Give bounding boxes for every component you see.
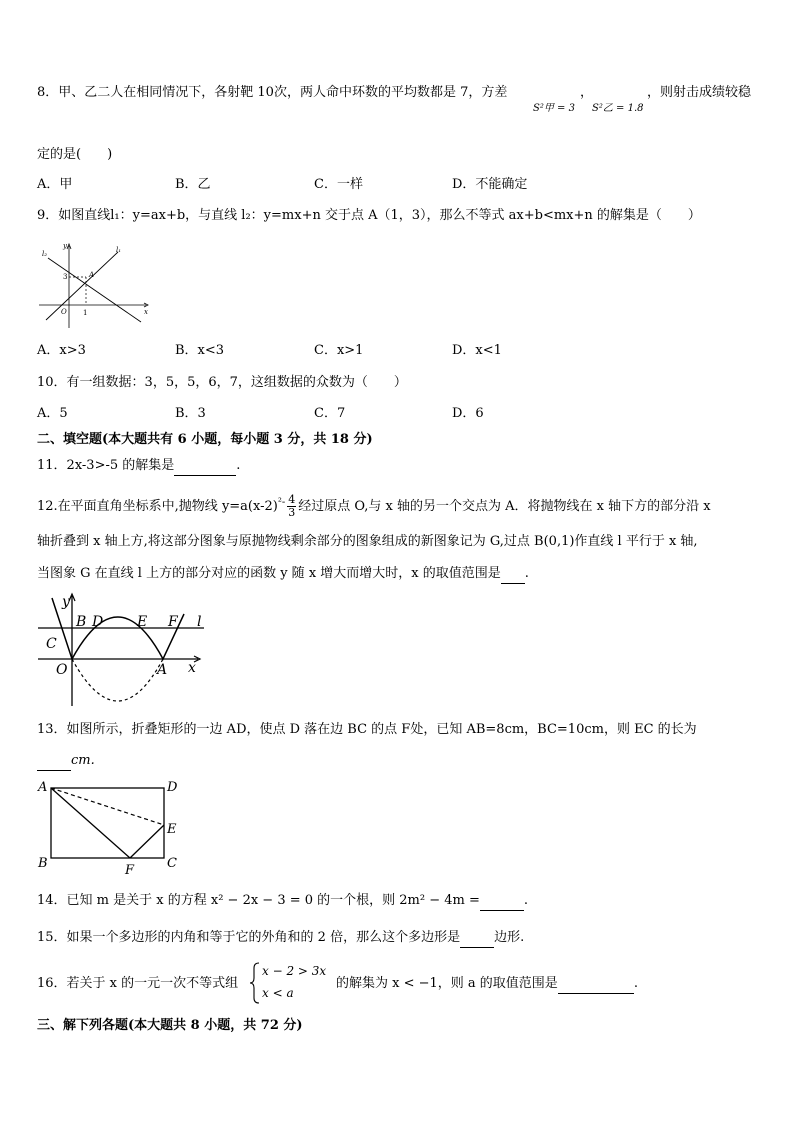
q13-label-e: E [167, 822, 177, 837]
q12-label-o: O [56, 662, 68, 678]
q12-label-f: F [168, 614, 178, 630]
q16-inequality-2: x < a [262, 986, 294, 1000]
q12-label-l: l [197, 614, 202, 630]
q13-segment-fe [130, 825, 164, 858]
q12-text-b: ²- [277, 497, 286, 508]
q13-segment-ae [51, 788, 164, 825]
q15-line [37, 929, 524, 948]
q9-label-3: 3 [63, 273, 68, 281]
q9-option-b: B．x<3 [175, 343, 225, 358]
q13-label-a: A [38, 780, 48, 795]
q15-text: 15．如果一个多边形的内角和等于它的外角和的 2 倍，那么这个多边形是 [37, 930, 461, 945]
q8-line1: 8．甲、乙二人在相同情况下，各射靶 10次，两人命中环数的平均数都是 7，方差 [37, 85, 508, 100]
q9-figure [36, 240, 151, 330]
q12-figure [36, 590, 211, 708]
q10-option-b: B．3 [175, 406, 206, 421]
q15-end: 边形. [494, 930, 525, 945]
q16-post-line [336, 975, 638, 994]
q9-label-o: O [61, 308, 67, 316]
q12-answer-blank[interactable] [501, 565, 525, 584]
q8-line1-tail: ，则射击成绩较稳 [647, 85, 752, 100]
q16-answer-blank[interactable] [558, 975, 634, 994]
q12-fraction [287, 494, 296, 519]
q12-original-parabola-lower [72, 659, 163, 701]
q11-answer-blank[interactable] [174, 457, 236, 476]
q12-text-c: 经过原点 O,与 x 轴的另一个交点为 A．将抛物线在 x 轴下方的部分沿 x [298, 499, 711, 514]
q11-end: . [236, 458, 241, 473]
q12-frac-num: 4 [288, 493, 296, 506]
q9-label-l2: l₂ [42, 250, 48, 258]
q12-label-a: A [157, 662, 168, 678]
q8-option-d: D．不能确定 [452, 177, 528, 192]
q9-option-a: A．x>3 [37, 343, 86, 358]
q8-option-c: C．一样 [314, 177, 363, 192]
q8-variance-jia: S²甲 = 3 [533, 103, 575, 114]
q11-line [37, 457, 240, 476]
q10-option-d: D．6 [452, 406, 484, 421]
q13-label-f: F [125, 863, 135, 878]
q13-figure [36, 778, 186, 878]
q10-option-c: C．7 [314, 406, 346, 421]
section-3-heading: 三、解下列各题(本大题共 8 小题，共 72 分) [37, 1018, 303, 1033]
q9-label-y: y [63, 242, 67, 250]
q12-line3 [37, 565, 529, 584]
q8-line2: 定的是( ) [37, 147, 113, 162]
q13-answer-blank[interactable] [37, 752, 71, 771]
q16-post: 的解集为 x < −1，则 a 的取值范围是 [336, 976, 558, 991]
q12-frac-den: 3 [288, 506, 296, 519]
q12-text-3: 当图象 G 在直线 l 上方的部分对应的函数 y 随 x 增大而增大时，x 的取值范围是 [37, 566, 501, 581]
q8-variance-yi: S²乙 = 1.8 [592, 103, 644, 114]
q8-option-a: A．甲 [37, 177, 73, 192]
q12-label-x: x [188, 660, 196, 676]
q16-inequality-1: x − 2 > 3x [262, 964, 327, 978]
q12-line2: 轴折叠到 x 轴上方,将这部分图象与原抛物线剩余部分的图象组成的新图象记为 G,过点 B(0,1)作直线 l 平行于 x 轴, [37, 534, 698, 549]
q9-line-l1 [46, 252, 118, 320]
q13-label-b: B [38, 856, 48, 871]
q13-unit: cm. [71, 753, 95, 768]
q13-label-c: C [167, 856, 177, 871]
q12-line1 [37, 494, 711, 519]
q16-pre: 16．若关于 x 的一元一次不等式组 [37, 976, 239, 991]
q9-text: 9．如图直线l₁：y=ax+b，与直线 l₂：y=mx+n 交于点 A（1，3），那么不等式 ax+b<mx+n 的解集是（ ） [37, 208, 701, 223]
q10-option-a: A．5 [37, 406, 68, 421]
q9-option-d: D．x<1 [452, 343, 502, 358]
q12-label-e: E [137, 614, 148, 630]
q9-label-1: 1 [83, 309, 88, 317]
q8-option-b: B．乙 [175, 177, 211, 192]
q14-line [37, 892, 528, 911]
q13-rectangle [51, 788, 164, 858]
q16-brace [250, 962, 260, 1004]
q8-comma: ， [580, 85, 594, 100]
q9-option-c: C．x>1 [314, 343, 364, 358]
q15-answer-blank[interactable] [460, 929, 494, 948]
q9-label-x: x [144, 308, 148, 316]
q9-label-a: A [89, 271, 95, 279]
q16-end: . [633, 976, 638, 991]
q12-label-y: y [62, 594, 70, 610]
q11-text: 11．2x-3>-5 的解集是 [37, 458, 175, 473]
q14-end: . [523, 893, 529, 908]
q13-segment-af [51, 788, 130, 858]
q13-line2 [37, 752, 95, 771]
q14-answer-blank[interactable] [480, 892, 524, 911]
q12-label-c: C [46, 636, 57, 652]
q9-label-l1: l₁ [116, 246, 122, 254]
section-2-heading: 二、填空题(本大题共有 6 小题，每小题 3 分，共 18 分) [37, 432, 373, 447]
q14-text: 14．已知 m 是关于 x 的方程 x² − 2x − 3 = 0 的一个根，则 2m² − 4m = [37, 893, 480, 908]
q12-label-d: D [92, 614, 104, 630]
q10-text: 10．有一组数据：3，5，5，6，7，这组数据的众数为（ ） [37, 375, 407, 390]
q13-line1: 13．如图所示，折叠矩形的一边 AD，使点 D 落在边 BC 的点 F处，已知 AB=8cm，BC=10cm，则 EC 的长为 [37, 722, 697, 737]
q12-label-b: B [76, 614, 87, 630]
q12-end: . [524, 566, 529, 581]
q13-label-d: D [167, 780, 178, 795]
q12-text-a: 12.在平面直角坐标系中,抛物线 y=a(x-2) [37, 499, 278, 514]
